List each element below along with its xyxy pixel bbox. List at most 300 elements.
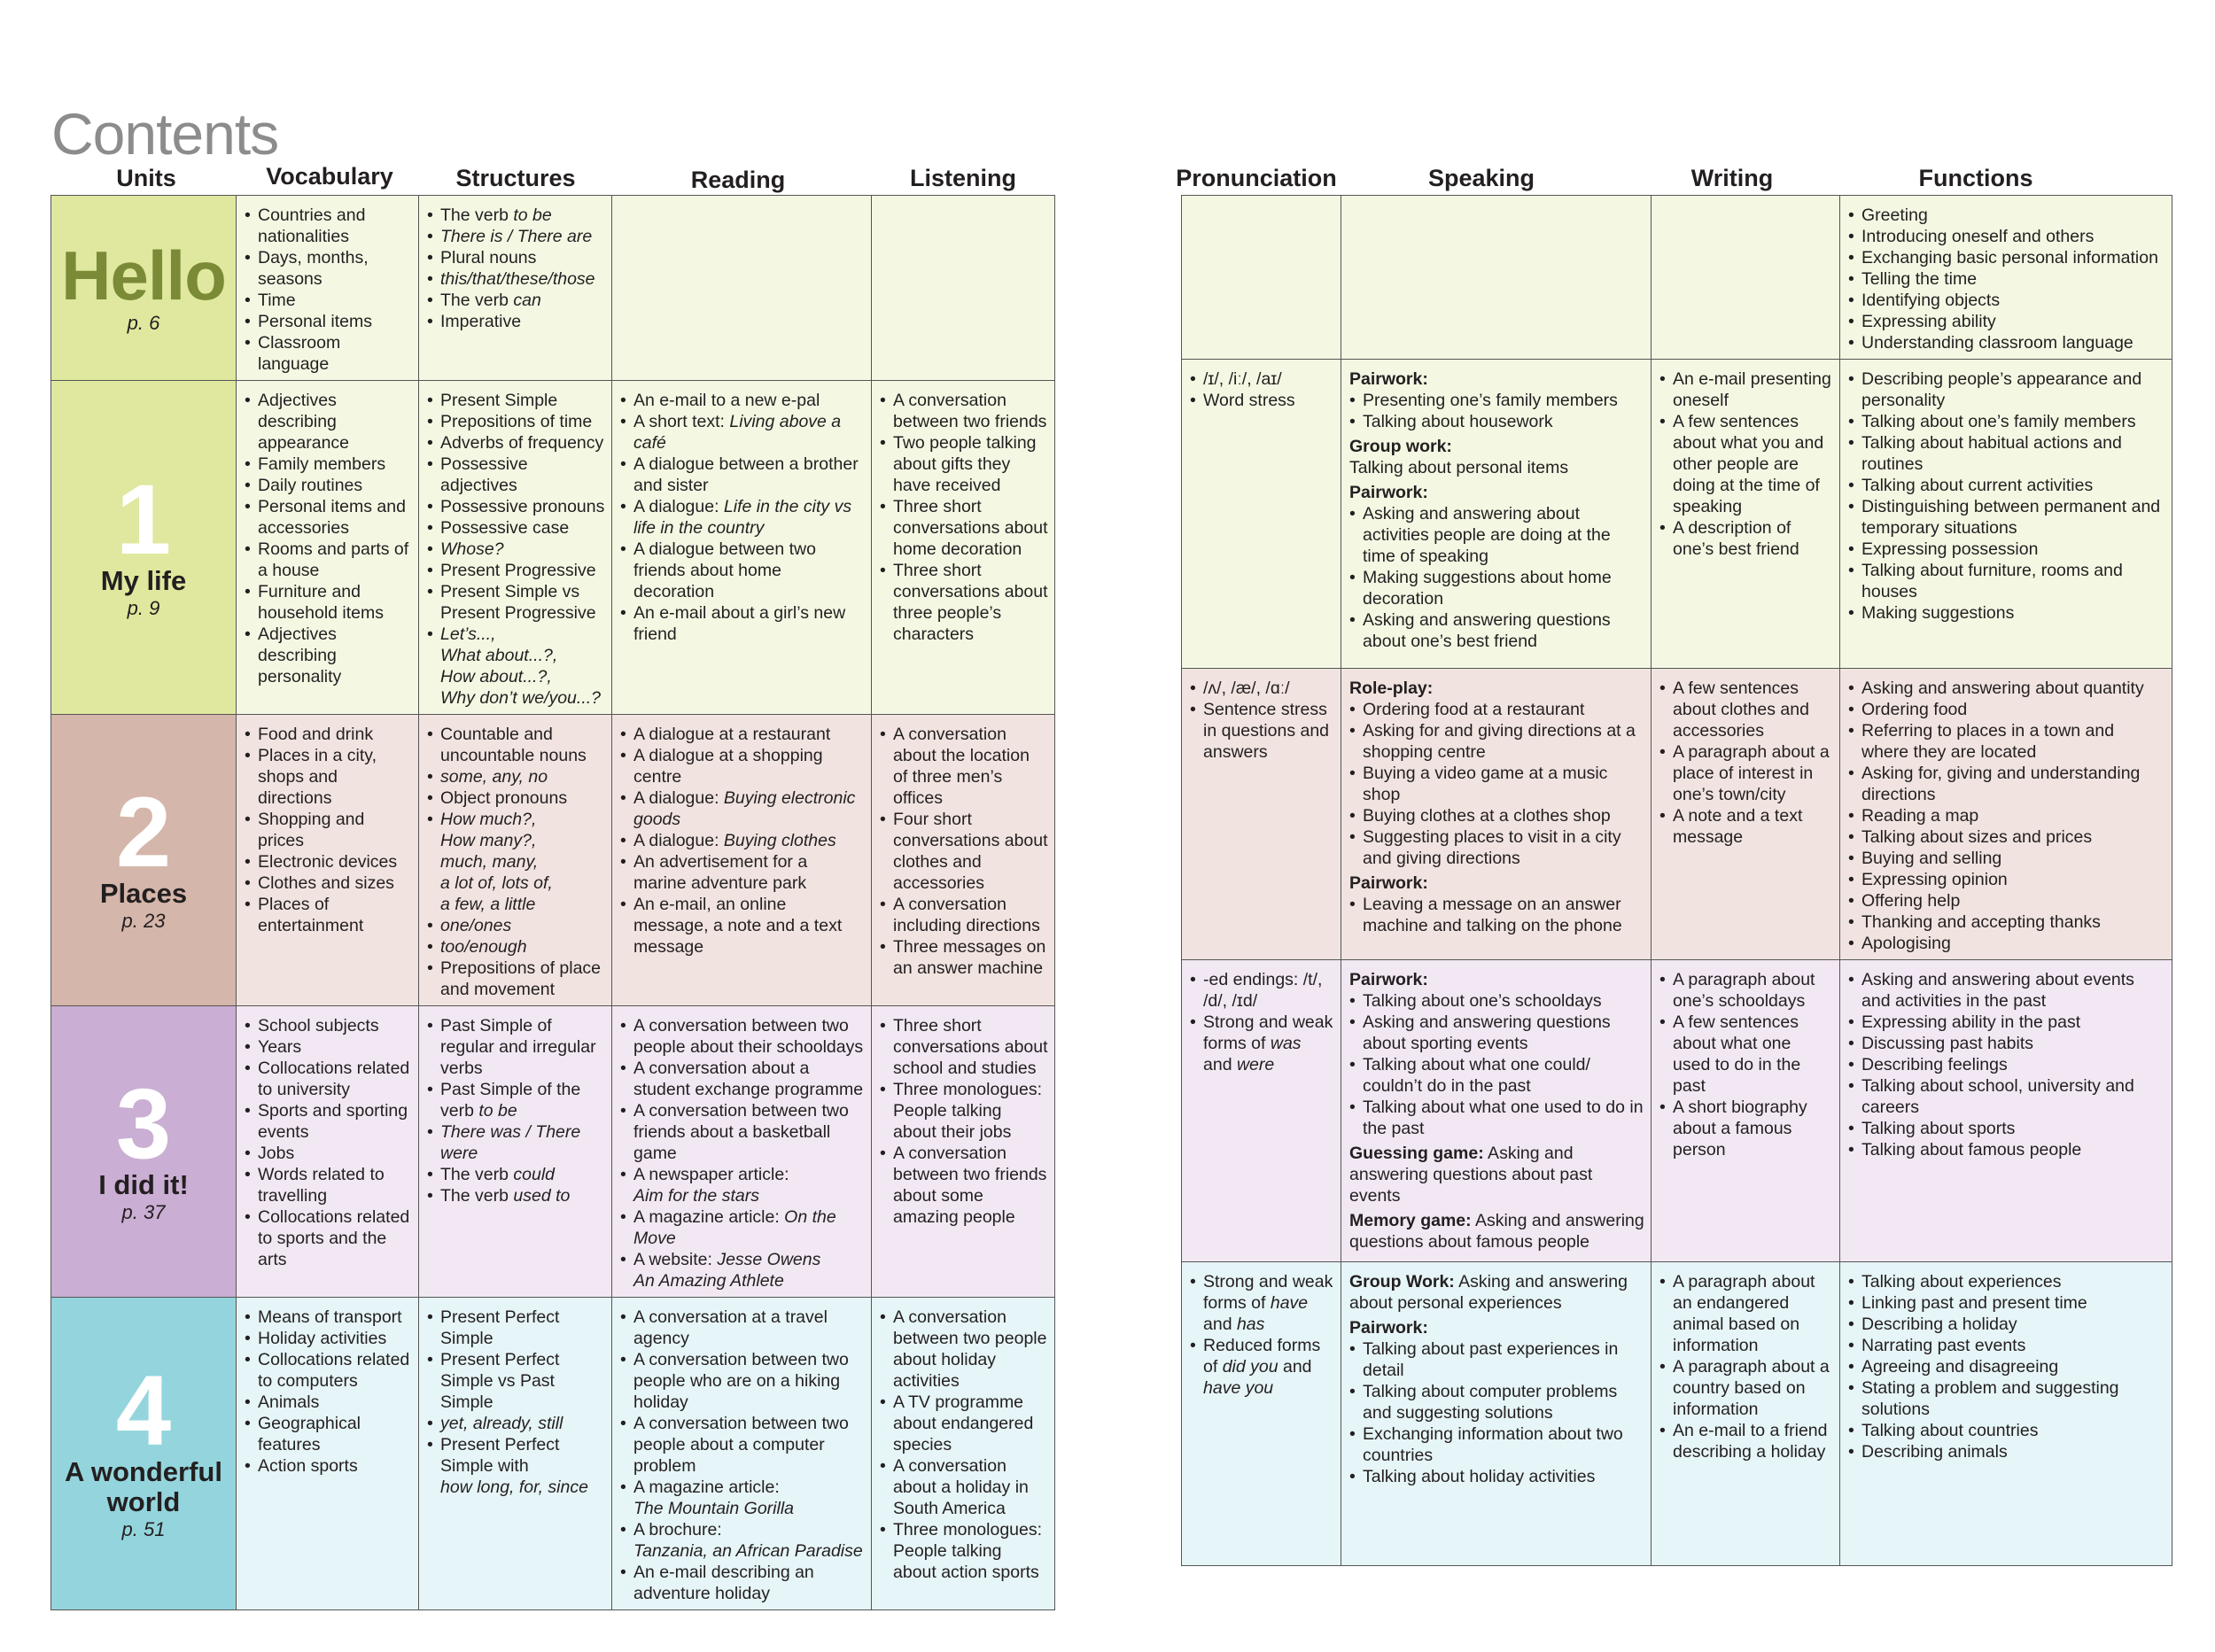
list-item: • Words related to travelling	[245, 1164, 412, 1206]
list-item: • Buying clothes at a clothes shop	[1349, 805, 1644, 826]
list-item: • Telling the time	[1848, 268, 2165, 290]
list-item: • Identifying objects	[1848, 290, 2165, 311]
pronunciation-list	[1190, 368, 1334, 411]
speaking-cell	[1341, 960, 1652, 1262]
writing-cell	[1652, 360, 1840, 669]
list-item: • yet, already, still	[427, 1413, 605, 1434]
list-item: • Making suggestions	[1848, 602, 2165, 624]
unit-row	[1182, 669, 2172, 960]
list-item: • There was / There were	[427, 1121, 605, 1164]
list-item: • Narrating past events	[1848, 1335, 2165, 1356]
vocabulary-cell	[237, 1006, 419, 1298]
list-item: • A magazine article: On the Move	[620, 1206, 865, 1249]
speaking-list	[1349, 503, 1644, 652]
functions-list	[1848, 205, 2165, 353]
list-item: • Asking and answering about activities people are doing at the time of speaking	[1349, 503, 1644, 567]
listening-cell	[872, 1006, 1055, 1298]
list-item: • Jobs	[245, 1143, 412, 1164]
speaking-section	[1349, 873, 1644, 936]
reading-list	[620, 1015, 865, 1291]
unit-title: A wonderful world	[65, 1456, 222, 1517]
list-item: • Asking and answering questions about one’s best friend	[1349, 609, 1644, 652]
writing-cell	[1652, 1262, 1840, 1566]
list-item: • Object pronouns	[427, 787, 605, 809]
functions-cell	[1840, 960, 2172, 1262]
unit-row	[51, 1006, 1055, 1298]
list-item: • Let’s..., What about...?, How about...?, Why don’t we/you...?	[427, 624, 605, 709]
unit-cell	[51, 196, 237, 381]
reading-cell	[612, 1006, 872, 1298]
structures-cell	[419, 715, 612, 1006]
writing-list	[1659, 1271, 1833, 1462]
speaking-heading: Role-play:	[1349, 679, 1434, 698]
list-item: • Asking for, giving and understanding directions	[1848, 763, 2165, 805]
speaking-section	[1349, 368, 1644, 432]
speaking-cell	[1341, 1262, 1652, 1566]
list-item: • Places in a city, shops and directions	[245, 745, 412, 809]
list-item: • Geographical features	[245, 1413, 412, 1455]
list-item: • A conversation between two people about their schooldays	[620, 1015, 865, 1058]
list-item: • Personal items and accessories	[245, 496, 412, 539]
list-item: • Rooms and parts of a house	[245, 539, 412, 581]
header-reading: Reading	[690, 167, 786, 193]
functions-list	[1848, 969, 2165, 1160]
listening-cell	[872, 715, 1055, 1006]
list-item: • Expressing ability	[1848, 311, 2165, 332]
list-item: • Present Simple vs Present Progressive	[427, 581, 605, 624]
list-item: • Electronic devices	[245, 851, 412, 873]
list-item: • A TV programme about endangered species	[880, 1392, 1048, 1455]
list-item: • How much?, How many?, much, many, a lot of, lots of, a few, a little	[427, 809, 605, 915]
vocabulary-cell	[237, 196, 419, 381]
pronunciation-cell	[1182, 196, 1341, 360]
list-item: • Three messages on an answer machine	[880, 936, 1048, 979]
list-item: • Talking about countries	[1848, 1420, 2165, 1441]
unit-row	[1182, 196, 2172, 360]
structures-list	[427, 724, 605, 1000]
listening-list	[880, 1015, 1048, 1228]
unit-row	[51, 381, 1055, 715]
list-item: • Talking about experiences	[1848, 1271, 2165, 1292]
header-vocabulary: Vocabulary	[266, 163, 393, 190]
list-item: • Referring to places in a town and where they are located	[1848, 720, 2165, 763]
list-item: • A dialogue between a brother and sister	[620, 454, 865, 496]
list-item: • Asking for and giving directions at a shopping centre	[1349, 720, 1644, 763]
list-item: • Plural nouns	[427, 247, 605, 268]
list-item: • Buying and selling	[1848, 848, 2165, 869]
vocabulary-list	[245, 1015, 412, 1270]
list-item: • Asking and answering questions about sporting events	[1349, 1012, 1644, 1054]
speaking-text: Talking about personal items	[1349, 458, 1569, 477]
list-item: • An e-mail to a friend describing a holiday	[1659, 1420, 1833, 1462]
list-item: • Prepositions of time	[427, 411, 605, 432]
list-item: • There is / There are	[427, 226, 605, 247]
list-item: • Personal items	[245, 311, 412, 332]
list-item: • Animals	[245, 1392, 412, 1413]
list-item: • A dialogue at a restaurant	[620, 724, 865, 745]
list-item: • Three short conversations about three people’s characters	[880, 560, 1048, 645]
list-item: • A dialogue: Buying electronic goods	[620, 787, 865, 830]
list-item: • Four short conversations about clothes and accessories	[880, 809, 1048, 894]
structures-list	[427, 390, 605, 709]
list-item: • Asking and answering about quantity	[1848, 678, 2165, 699]
list-item: • Shopping and prices	[245, 809, 412, 851]
unit-title: Places	[99, 878, 188, 909]
unit-number: 2	[115, 777, 172, 888]
speaking-cell	[1341, 196, 1652, 360]
list-item: • Talking about housework	[1349, 411, 1644, 432]
list-item: • Present Perfect Simple	[427, 1307, 605, 1349]
speaking-heading: Pairwork:	[1349, 873, 1428, 893]
reading-cell	[612, 1298, 872, 1610]
list-item: • A paragraph about one’s schooldays	[1659, 969, 1833, 1012]
unit-number: 4	[115, 1355, 172, 1466]
list-item: • An e-mail about a girl’s new friend	[620, 602, 865, 645]
list-item: • Making suggestions about home decoration	[1349, 567, 1644, 609]
list-item: • Present Simple	[427, 390, 605, 411]
list-item: • Ordering food at a restaurant	[1349, 699, 1644, 720]
list-item: • A dialogue at a shopping centre	[620, 745, 865, 787]
speaking-heading: Pairwork:	[1349, 369, 1428, 389]
list-item: • A conversation about the location of three men’s offices	[880, 724, 1048, 809]
list-item: • Describing feelings	[1848, 1054, 2165, 1075]
speaking-section	[1349, 482, 1644, 652]
contents-table-left	[51, 195, 1055, 1610]
speaking-text: Asking and answering questions about past events	[1349, 1144, 1593, 1206]
list-item: • Possessive pronouns	[427, 496, 605, 517]
unit-cell	[51, 1298, 237, 1610]
list-item: • Three monologues: People talking about action sports	[880, 1519, 1048, 1583]
structures-cell	[419, 1298, 612, 1610]
speaking-list	[1349, 1338, 1644, 1487]
list-item: • Thanking and accepting thanks	[1848, 911, 2165, 933]
list-item: • Offering help	[1848, 890, 2165, 911]
list-item: • Talking about famous people	[1848, 1139, 2165, 1160]
vocabulary-cell	[237, 715, 419, 1006]
list-item: • Collocations related to computers	[245, 1349, 412, 1392]
unit-row	[1182, 960, 2172, 1262]
list-item: • Talking about sizes and prices	[1848, 826, 2165, 848]
list-item: • Collocations related to university	[245, 1058, 412, 1100]
functions-list	[1848, 678, 2165, 954]
listening-list	[880, 1307, 1048, 1583]
list-item: • Expressing possession	[1848, 539, 2165, 560]
list-item: • Family members	[245, 454, 412, 475]
list-item: • Reading a map	[1848, 805, 2165, 826]
list-item: • Talking about school, university and careers	[1848, 1075, 2165, 1118]
list-item: • A conversation between two people who are on a hiking holiday	[620, 1349, 865, 1413]
unit-title: Hello	[61, 237, 226, 314]
vocabulary-cell	[237, 381, 419, 715]
list-item: • Possessive adjectives	[427, 454, 605, 496]
structures-list	[427, 1015, 605, 1206]
list-item: • A few sentences about what you and other people are doing at the time of speaking	[1659, 411, 1833, 517]
list-item: • Understanding classroom language	[1848, 332, 2165, 353]
list-item: • Talking about what one used to do in the past	[1349, 1097, 1644, 1139]
list-item: • Word stress	[1190, 390, 1334, 411]
speaking-cell	[1341, 360, 1652, 669]
speaking-list	[1349, 390, 1644, 432]
speaking-section	[1349, 1210, 1644, 1253]
list-item: • Daily routines	[245, 475, 412, 496]
vocabulary-list	[245, 205, 412, 375]
list-item: • A conversation between two friends about a basketball game	[620, 1100, 865, 1164]
list-item: • A short text: Living above a café	[620, 411, 865, 454]
list-item: • Exchanging basic personal information	[1848, 247, 2165, 268]
unit-page: p. 9	[127, 597, 160, 619]
functions-cell	[1840, 1262, 2172, 1566]
list-item: • Present Perfect Simple with how long, for, since	[427, 1434, 605, 1498]
list-item: • Furniture and household items	[245, 581, 412, 624]
list-item: • Reduced forms of did you and have you	[1190, 1335, 1334, 1399]
list-item: • Countries and nationalities	[245, 205, 412, 247]
list-item: • Talking about computer problems and suggesting solutions	[1349, 1381, 1644, 1423]
list-item: • Agreeing and disagreeing	[1848, 1356, 2165, 1377]
list-item: • Classroom language	[245, 332, 412, 375]
list-item: • Talking about sports	[1848, 1118, 2165, 1139]
list-item: • one/ones	[427, 915, 605, 936]
reading-list	[620, 390, 865, 645]
list-item: • A few sentences about clothes and accessories	[1659, 678, 1833, 741]
list-item: • Days, months, seasons	[245, 247, 412, 290]
list-item: • some, any, no	[427, 766, 605, 787]
list-item: • A dialogue between two friends about home decoration	[620, 539, 865, 602]
list-item: • Three short conversations about school and studies	[880, 1015, 1048, 1079]
speaking-text: Asking and answering questions about famous people	[1349, 1211, 1644, 1252]
list-item: • A conversation including directions	[880, 894, 1048, 936]
list-item: • Describing people’s appearance and personality	[1848, 368, 2165, 411]
list-item: • Means of transport	[245, 1307, 412, 1328]
unit-title: My life	[100, 565, 187, 596]
list-item: • Food and drink	[245, 724, 412, 745]
unit-cell	[51, 381, 237, 715]
list-item: • A conversation between two friends about some amazing people	[880, 1143, 1048, 1228]
list-item: • A conversation between two friends	[880, 390, 1048, 432]
list-item: • Talking about current activities	[1848, 475, 2165, 496]
writing-cell	[1652, 960, 1840, 1262]
header-writing: Writing	[1690, 165, 1774, 191]
list-item: • Leaving a message on an answer machine and talking on the phone	[1349, 894, 1644, 936]
list-item: • The verb can	[427, 290, 605, 311]
list-item: • Talking about habitual actions and routines	[1848, 432, 2165, 475]
speaking-heading: Group work:	[1349, 437, 1452, 456]
list-item: • An e-mail presenting oneself	[1659, 368, 1833, 411]
list-item: • A newspaper article: Aim for the stars	[620, 1164, 865, 1206]
list-item: • Suggesting places to visit in a city and giving directions	[1349, 826, 1644, 869]
unit-row	[1182, 1262, 2172, 1566]
list-item: • An e-mail describing an adventure holiday	[620, 1562, 865, 1604]
list-item: • A paragraph about a place of interest in one’s town/city	[1659, 741, 1833, 805]
reading-cell	[612, 196, 872, 381]
writing-cell	[1652, 669, 1840, 960]
header-speaking: Speaking	[1427, 165, 1535, 191]
writing-list	[1659, 969, 1833, 1160]
unit-row	[51, 196, 1055, 381]
speaking-section	[1349, 1143, 1644, 1206]
list-item: • Strong and weak forms of have and has	[1190, 1271, 1334, 1335]
list-item: • A brochure: Tanzania, an African Paradise	[620, 1519, 865, 1562]
list-item: • Whose?	[427, 539, 605, 560]
speaking-list	[1349, 894, 1644, 936]
list-item: • A conversation between two people about a computer problem	[620, 1413, 865, 1477]
list-item: • Places of entertainment	[245, 894, 412, 936]
list-item: • Talking about furniture, rooms and houses	[1848, 560, 2165, 602]
speaking-text: Asking and answering about personal experiences	[1349, 1272, 1628, 1313]
header-functions: Functions	[1918, 165, 2033, 191]
contents-table-right	[1181, 195, 2172, 1566]
list-item: • Two people talking about gifts they have received	[880, 432, 1048, 496]
list-item: • Collocations related to sports and the arts	[245, 1206, 412, 1270]
listening-cell	[872, 381, 1055, 715]
listening-list	[880, 390, 1048, 645]
list-item: • Talking about holiday activities	[1349, 1466, 1644, 1487]
list-item: • Describing animals	[1848, 1441, 2165, 1462]
list-item: • /ɪ/, /iː/, /aɪ/	[1190, 368, 1334, 390]
list-item: • Three monologues: People talking about their jobs	[880, 1079, 1048, 1143]
list-item: • Three short conversations about home decoration	[880, 496, 1048, 560]
list-item: • A conversation at a travel agency	[620, 1307, 865, 1349]
unit-title: I did it!	[98, 1169, 189, 1200]
unit-row	[51, 1298, 1055, 1610]
list-item: • Adjectives describing appearance	[245, 390, 412, 454]
vocabulary-list	[245, 390, 412, 687]
list-item: • Asking and answering about events and activities in the past	[1848, 969, 2165, 1012]
header-pronunciation: Pronunciation	[1176, 165, 1337, 191]
list-item: • Past Simple of regular and irregular verbs	[427, 1015, 605, 1079]
list-item: • Strong and weak forms of was and were	[1190, 1012, 1334, 1075]
speaking-section	[1349, 969, 1644, 1139]
vocabulary-list	[245, 1307, 412, 1477]
list-item: • /ʌ/, /æ/, /ɑː/	[1190, 678, 1334, 699]
speaking-heading: Memory game:	[1349, 1211, 1472, 1230]
list-item: • Talking about one’s family members	[1848, 411, 2165, 432]
structures-cell	[419, 196, 612, 381]
speaking-list	[1349, 699, 1644, 869]
list-item: • Time	[245, 290, 412, 311]
list-item: • The verb used to	[427, 1185, 605, 1206]
speaking-heading: Pairwork:	[1349, 970, 1428, 989]
list-item: • too/enough	[427, 936, 605, 958]
functions-cell	[1840, 669, 2172, 960]
list-item: • A short biography about a famous person	[1659, 1097, 1833, 1160]
list-item: • Past Simple of the verb to be	[427, 1079, 605, 1121]
list-item: • Ordering food	[1848, 699, 2165, 720]
list-item: • The verb could	[427, 1164, 605, 1185]
pronunciation-cell	[1182, 1262, 1341, 1566]
list-item: • Adverbs of frequency	[427, 432, 605, 454]
list-item: • The verb to be	[427, 205, 605, 226]
list-item: • Holiday activities	[245, 1328, 412, 1349]
list-item: • A website: Jesse Owens An Amazing Athlete	[620, 1249, 865, 1291]
list-item: • Greeting	[1848, 205, 2165, 226]
speaking-section	[1349, 678, 1644, 869]
functions-list	[1848, 368, 2165, 624]
unit-cell	[51, 715, 237, 1006]
writing-cell	[1652, 196, 1840, 360]
list-item: • An e-mail, an online message, a note and a text message	[620, 894, 865, 958]
unit-page: p. 6	[127, 312, 160, 334]
list-item: • Discussing past habits	[1848, 1033, 2165, 1054]
unit-page: p. 51	[121, 1518, 166, 1540]
list-item: • Apologising	[1848, 933, 2165, 954]
speaking-heading: Pairwork:	[1349, 483, 1428, 502]
speaking-heading: Group Work:	[1349, 1272, 1455, 1291]
speaking-section	[1349, 1271, 1644, 1314]
list-item: • Sentence stress in questions and answers	[1190, 699, 1334, 763]
pronunciation-cell	[1182, 360, 1341, 669]
list-item: • -ed endings: /t/, /d/, /ɪd/	[1190, 969, 1334, 1012]
list-item: • A paragraph about an endangered animal based on information	[1659, 1271, 1833, 1356]
list-item: • Distinguishing between permanent and temporary situations	[1848, 496, 2165, 539]
list-item: • this/that/these/those	[427, 268, 605, 290]
list-item: • Expressing opinion	[1848, 869, 2165, 890]
pronunciation-list	[1190, 1271, 1334, 1399]
speaking-heading: Pairwork:	[1349, 1318, 1428, 1338]
unit-page: p. 37	[121, 1201, 166, 1223]
reading-list	[620, 724, 865, 958]
unit-number: 3	[115, 1068, 172, 1179]
list-item: • Clothes and sizes	[245, 873, 412, 894]
list-item: • Talking about past experiences in detail	[1349, 1338, 1644, 1381]
list-item: • Presenting one’s family members	[1349, 390, 1644, 411]
functions-cell	[1840, 196, 2172, 360]
list-item: • A paragraph about a country based on information	[1659, 1356, 1833, 1420]
listening-list	[880, 724, 1048, 979]
structures-list	[427, 205, 605, 332]
list-item: • Sports and sporting events	[245, 1100, 412, 1143]
list-item: • Introducing oneself and others	[1848, 226, 2165, 247]
header-units: Units	[116, 165, 176, 191]
reading-list	[620, 1307, 865, 1604]
list-item: • Talking about one’s schooldays	[1349, 990, 1644, 1012]
list-item: • Years	[245, 1036, 412, 1058]
pronunciation-list	[1190, 678, 1334, 763]
list-item: • Linking past and present time	[1848, 1292, 2165, 1314]
list-item: • Present Perfect Simple vs Past Simple	[427, 1349, 605, 1413]
vocabulary-list	[245, 724, 412, 936]
reading-cell	[612, 715, 872, 1006]
page-title: Contents	[51, 101, 279, 167]
list-item: • A magazine article: The Mountain Gorilla	[620, 1477, 865, 1519]
unit-page: p. 23	[121, 910, 166, 932]
list-item: • A few sentences about what one used to do in the past	[1659, 1012, 1833, 1097]
list-item: • Prepositions of place and movement	[427, 958, 605, 1000]
list-item: • A conversation between two people about holiday activities	[880, 1307, 1048, 1392]
pronunciation-cell	[1182, 669, 1341, 960]
list-item: • Imperative	[427, 311, 605, 332]
header-listening: Listening	[910, 165, 1016, 191]
vocabulary-cell	[237, 1298, 419, 1610]
list-item: • Adjectives describing personality	[245, 624, 412, 687]
list-item: • Possessive case	[427, 517, 605, 539]
list-item: • A description of one’s best friend	[1659, 517, 1833, 560]
speaking-heading: Guessing game:	[1349, 1144, 1484, 1163]
structures-cell	[419, 381, 612, 715]
list-item: • A conversation about a student exchange programme	[620, 1058, 865, 1100]
speaking-section	[1349, 1317, 1644, 1487]
list-item: • An e-mail to a new e-pal	[620, 390, 865, 411]
list-item: • Buying a video game at a music shop	[1349, 763, 1644, 805]
list-item: • Stating a problem and suggesting solutions	[1848, 1377, 2165, 1420]
structures-cell	[419, 1006, 612, 1298]
unit-number: 1	[115, 464, 172, 575]
pronunciation-cell	[1182, 960, 1341, 1262]
functions-list	[1848, 1271, 2165, 1462]
header-structures: Structures	[455, 165, 576, 191]
structures-list	[427, 1307, 605, 1498]
list-item: • Exchanging information about two countries	[1349, 1423, 1644, 1466]
list-item: • A dialogue: Buying clothes	[620, 830, 865, 851]
